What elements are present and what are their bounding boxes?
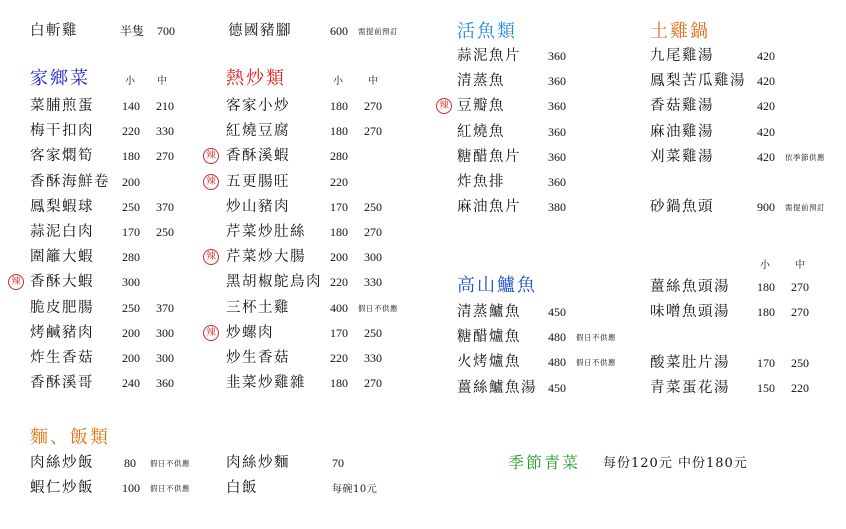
menu-item-name: 清蒸鱸魚 xyxy=(457,304,521,320)
menu-item-price-medium: 250 xyxy=(156,225,174,239)
section-title-tuji: 土雞鍋 xyxy=(650,21,710,42)
menu-item-price: 360 xyxy=(548,99,566,114)
menu-item-price-medium: 330 xyxy=(364,275,382,290)
menu-item-price-small: 180 xyxy=(122,149,140,164)
menu-item-name: 烤鹹豬肉 xyxy=(30,324,94,341)
menu-item-name: 客家燜筍 xyxy=(30,148,94,165)
spicy-icon: 辣 xyxy=(203,325,219,341)
size-label-small: 小 xyxy=(760,260,770,271)
menu-item-name: 香酥溪蝦 xyxy=(226,148,290,165)
menu-item-name: 香酥溪哥 xyxy=(30,375,94,392)
menu-item-name: 炸生香菇 xyxy=(30,350,94,366)
spicy-icon: 辣 xyxy=(8,274,24,290)
section-title-gaoshan: 高山鱸魚 xyxy=(457,275,537,296)
menu-item-name: 清蒸魚 xyxy=(457,73,505,90)
menu-item-name: 炒生香菇 xyxy=(226,350,290,366)
menu-item-name: 香酥大蝦 xyxy=(30,274,94,291)
menu-item-price-medium: 360 xyxy=(156,376,174,391)
menu-item-note: 假日不供應 xyxy=(576,358,616,368)
menu-item-price: 80 xyxy=(124,456,136,470)
size-label-small: 小 xyxy=(125,76,135,87)
menu-item-name: 九尾雞湯 xyxy=(650,48,714,64)
menu-item-price-medium: 270 xyxy=(364,225,382,239)
menu-item-price-medium: 270 xyxy=(364,99,382,113)
menu-item-price: 380 xyxy=(548,200,566,215)
menu-item-price-small: 180 xyxy=(330,225,348,239)
vegetable-price: 每份120元 中份180元 xyxy=(603,456,748,471)
menu-item-name: 芹菜炒肚絲 xyxy=(226,224,306,240)
menu-item-name: 炸魚排 xyxy=(457,174,505,190)
menu-item-price-small: 220 xyxy=(330,275,348,290)
menu-item-price-small: 180 xyxy=(330,376,348,391)
menu-item-price-medium: 370 xyxy=(156,199,174,214)
menu-item-price-medium: 270 xyxy=(364,124,382,139)
menu-item-name: 脆皮肥腸 xyxy=(30,299,94,316)
menu-item-price-medium: 300 xyxy=(156,325,174,340)
menu-item-name: 鳳梨蝦球 xyxy=(30,198,94,215)
menu-item-price-medium: 330 xyxy=(364,351,382,365)
spicy-icon: 辣 xyxy=(203,148,219,164)
section-title-rechao: 熱炒類 xyxy=(226,68,286,89)
menu-item-name: 肉絲炒飯 xyxy=(30,455,94,471)
menu-item-name: 酸菜肚片湯 xyxy=(650,355,730,371)
menu-item-name: 鳳梨苦瓜雞湯 xyxy=(650,73,746,90)
menu-item-price: 360 xyxy=(548,175,566,189)
menu-item-price-small: 300 xyxy=(122,275,140,290)
section-title-fanmian: 麵、飯類 xyxy=(30,427,110,448)
menu-item-price-small: 180 xyxy=(330,99,348,113)
menu-item-price-small: 400 xyxy=(330,300,348,315)
menu-item-name: 炒山豬肉 xyxy=(226,198,290,215)
item-price: 600 xyxy=(330,24,348,38)
menu-item-price-small: 280 xyxy=(122,250,140,265)
menu-item-price: 480 xyxy=(548,330,566,345)
menu-item-price: 360 xyxy=(548,74,566,89)
menu-item-name: 韭菜炒雞雜 xyxy=(226,375,306,392)
menu-item-name: 五更腸旺 xyxy=(226,173,290,190)
menu-item-price: 420 xyxy=(757,124,775,139)
menu-item-price-small: 170 xyxy=(330,199,348,214)
menu-item-name: 糖醋爐魚 xyxy=(457,329,521,346)
menu-item-name: 芹菜炒大腸 xyxy=(226,249,306,266)
menu-item-name: 白飯 xyxy=(226,480,258,496)
menu-item-note: 需提前預訂 xyxy=(785,203,825,212)
menu-item-name: 青菜蛋花湯 xyxy=(650,380,730,396)
menu-item-name: 麻油魚片 xyxy=(457,199,521,216)
menu-item-price-medium: 270 xyxy=(156,149,174,164)
menu-item-name: 刈菜雞湯 xyxy=(650,148,714,165)
menu-item-price: 每碗10元 xyxy=(332,484,378,495)
menu-item-price-small: 250 xyxy=(122,300,140,315)
menu-item-name: 蝦仁炒飯 xyxy=(30,480,94,496)
menu-item-name: 香酥海鮮卷 xyxy=(30,173,110,190)
menu-item-price: 100 xyxy=(122,481,140,495)
menu-item-price-small: 180 xyxy=(757,280,775,294)
menu-item-price-small: 170 xyxy=(122,225,140,239)
menu-item-price-small: 240 xyxy=(122,376,140,391)
menu-item-name: 香菇雞湯 xyxy=(650,98,714,115)
menu-item-price: 360 xyxy=(548,49,566,63)
item-price: 700 xyxy=(157,24,175,38)
menu-item-name: 味噌魚頭湯 xyxy=(650,304,730,320)
menu-item-name: 糖醋魚片 xyxy=(457,148,521,165)
spicy-icon: 辣 xyxy=(203,174,219,190)
menu-item-price-medium: 370 xyxy=(156,300,174,315)
spicy-icon: 辣 xyxy=(203,249,219,265)
menu-item-price-small: 180 xyxy=(757,305,775,319)
menu-item-price-medium: 250 xyxy=(364,325,382,340)
menu-item-price-medium: 250 xyxy=(364,199,382,214)
menu-item-name: 紅燒魚 xyxy=(457,123,505,140)
menu-item-price: 900 xyxy=(757,200,775,214)
size-label-medium: 中 xyxy=(795,260,805,271)
section-title-jiaxiang: 家鄉菜 xyxy=(30,68,90,89)
menu-item-name: 薑絲鱸魚湯 xyxy=(457,379,537,396)
menu-item-price: 480 xyxy=(548,355,566,370)
menu-item-price: 420 xyxy=(757,49,775,63)
menu-item-name: 梅干扣肉 xyxy=(30,123,94,140)
menu-item-price-small: 200 xyxy=(122,174,140,189)
menu-item-name: 圍籬大蝦 xyxy=(30,249,94,266)
menu-item-price: 420 xyxy=(757,99,775,114)
menu-item-note: 假日不供應 xyxy=(576,333,616,343)
menu-item-price-small: 200 xyxy=(122,325,140,340)
menu-item-price-medium: 300 xyxy=(156,351,174,365)
menu-item-note: 假日不供應 xyxy=(358,303,398,313)
vegetable-title: 季節青菜 xyxy=(508,453,581,472)
item-note: 需提前預訂 xyxy=(358,27,398,36)
menu-item-price: 360 xyxy=(548,149,566,164)
menu-item-price-medium: 300 xyxy=(364,250,382,265)
size-label-medium: 中 xyxy=(368,76,378,87)
size-label-small: 小 xyxy=(333,76,343,87)
menu-item-price-medium: 270 xyxy=(791,305,809,319)
menu-item-name: 紅燒豆腐 xyxy=(226,123,290,140)
section-title-huoyu: 活魚類 xyxy=(457,21,517,42)
menu-item-price-small: 200 xyxy=(330,250,348,265)
menu-item-price: 420 xyxy=(757,74,775,89)
menu-item-name: 肉絲炒麵 xyxy=(226,455,290,471)
menu-item-name: 豆瓣魚 xyxy=(457,98,505,115)
menu-item-price-medium: 330 xyxy=(156,124,174,139)
menu-item-name: 客家小炒 xyxy=(226,98,290,114)
item-name: 德國豬腳 xyxy=(228,23,292,39)
menu-item-price-small: 220 xyxy=(330,174,348,189)
menu-item-price-small: 220 xyxy=(122,124,140,139)
menu-item-price-small: 250 xyxy=(122,199,140,214)
menu-item-note: 依季節供應 xyxy=(785,152,825,162)
menu-item-name: 砂鍋魚頭 xyxy=(650,199,714,215)
menu-item-name: 薑絲魚頭湯 xyxy=(650,279,730,295)
menu-item-price-small: 180 xyxy=(330,124,348,139)
item-name: 白斬雞 xyxy=(30,23,78,39)
menu-item-price-small: 220 xyxy=(330,351,348,365)
size-label-medium: 中 xyxy=(157,76,167,87)
menu-item-price-small: 140 xyxy=(122,99,140,113)
menu-item-name: 麻油雞湯 xyxy=(650,123,714,140)
menu-item-price-small: 150 xyxy=(757,381,775,395)
menu-item-price: 420 xyxy=(757,149,775,164)
menu-item-name: 火烤爐魚 xyxy=(457,354,521,371)
menu-item-price-small: 170 xyxy=(330,325,348,340)
menu-item-price-medium: 270 xyxy=(791,280,809,294)
menu-item-name: 蒜泥魚片 xyxy=(457,48,521,64)
menu-item-price: 450 xyxy=(548,380,566,395)
menu-item-price: 360 xyxy=(548,124,566,139)
menu-item-name: 蒜泥白肉 xyxy=(30,224,94,240)
menu-item-price-small: 200 xyxy=(122,351,140,365)
menu-item-price: 450 xyxy=(548,305,566,319)
menu-item-price-small: 170 xyxy=(757,356,775,370)
menu-item-note: 假日不供應 xyxy=(150,484,190,493)
menu-item-name: 三杯土雞 xyxy=(226,299,290,316)
menu-item-price-medium: 270 xyxy=(364,376,382,391)
menu-item-name: 菜脯煎蛋 xyxy=(30,98,94,114)
menu-item-note: 假日不供應 xyxy=(150,459,190,468)
menu-item-price: 70 xyxy=(332,456,344,470)
spicy-icon: 辣 xyxy=(436,98,452,114)
item-size: 半隻 xyxy=(120,24,145,38)
menu-item-price-medium: 250 xyxy=(791,356,809,370)
menu-item-price-medium: 220 xyxy=(791,381,809,395)
menu-item-name: 炒螺肉 xyxy=(226,324,274,341)
menu-item-name: 黑胡椒鴕鳥肉 xyxy=(226,274,322,291)
menu-item-price-medium: 210 xyxy=(156,99,174,113)
menu-item-price-small: 280 xyxy=(330,149,348,164)
